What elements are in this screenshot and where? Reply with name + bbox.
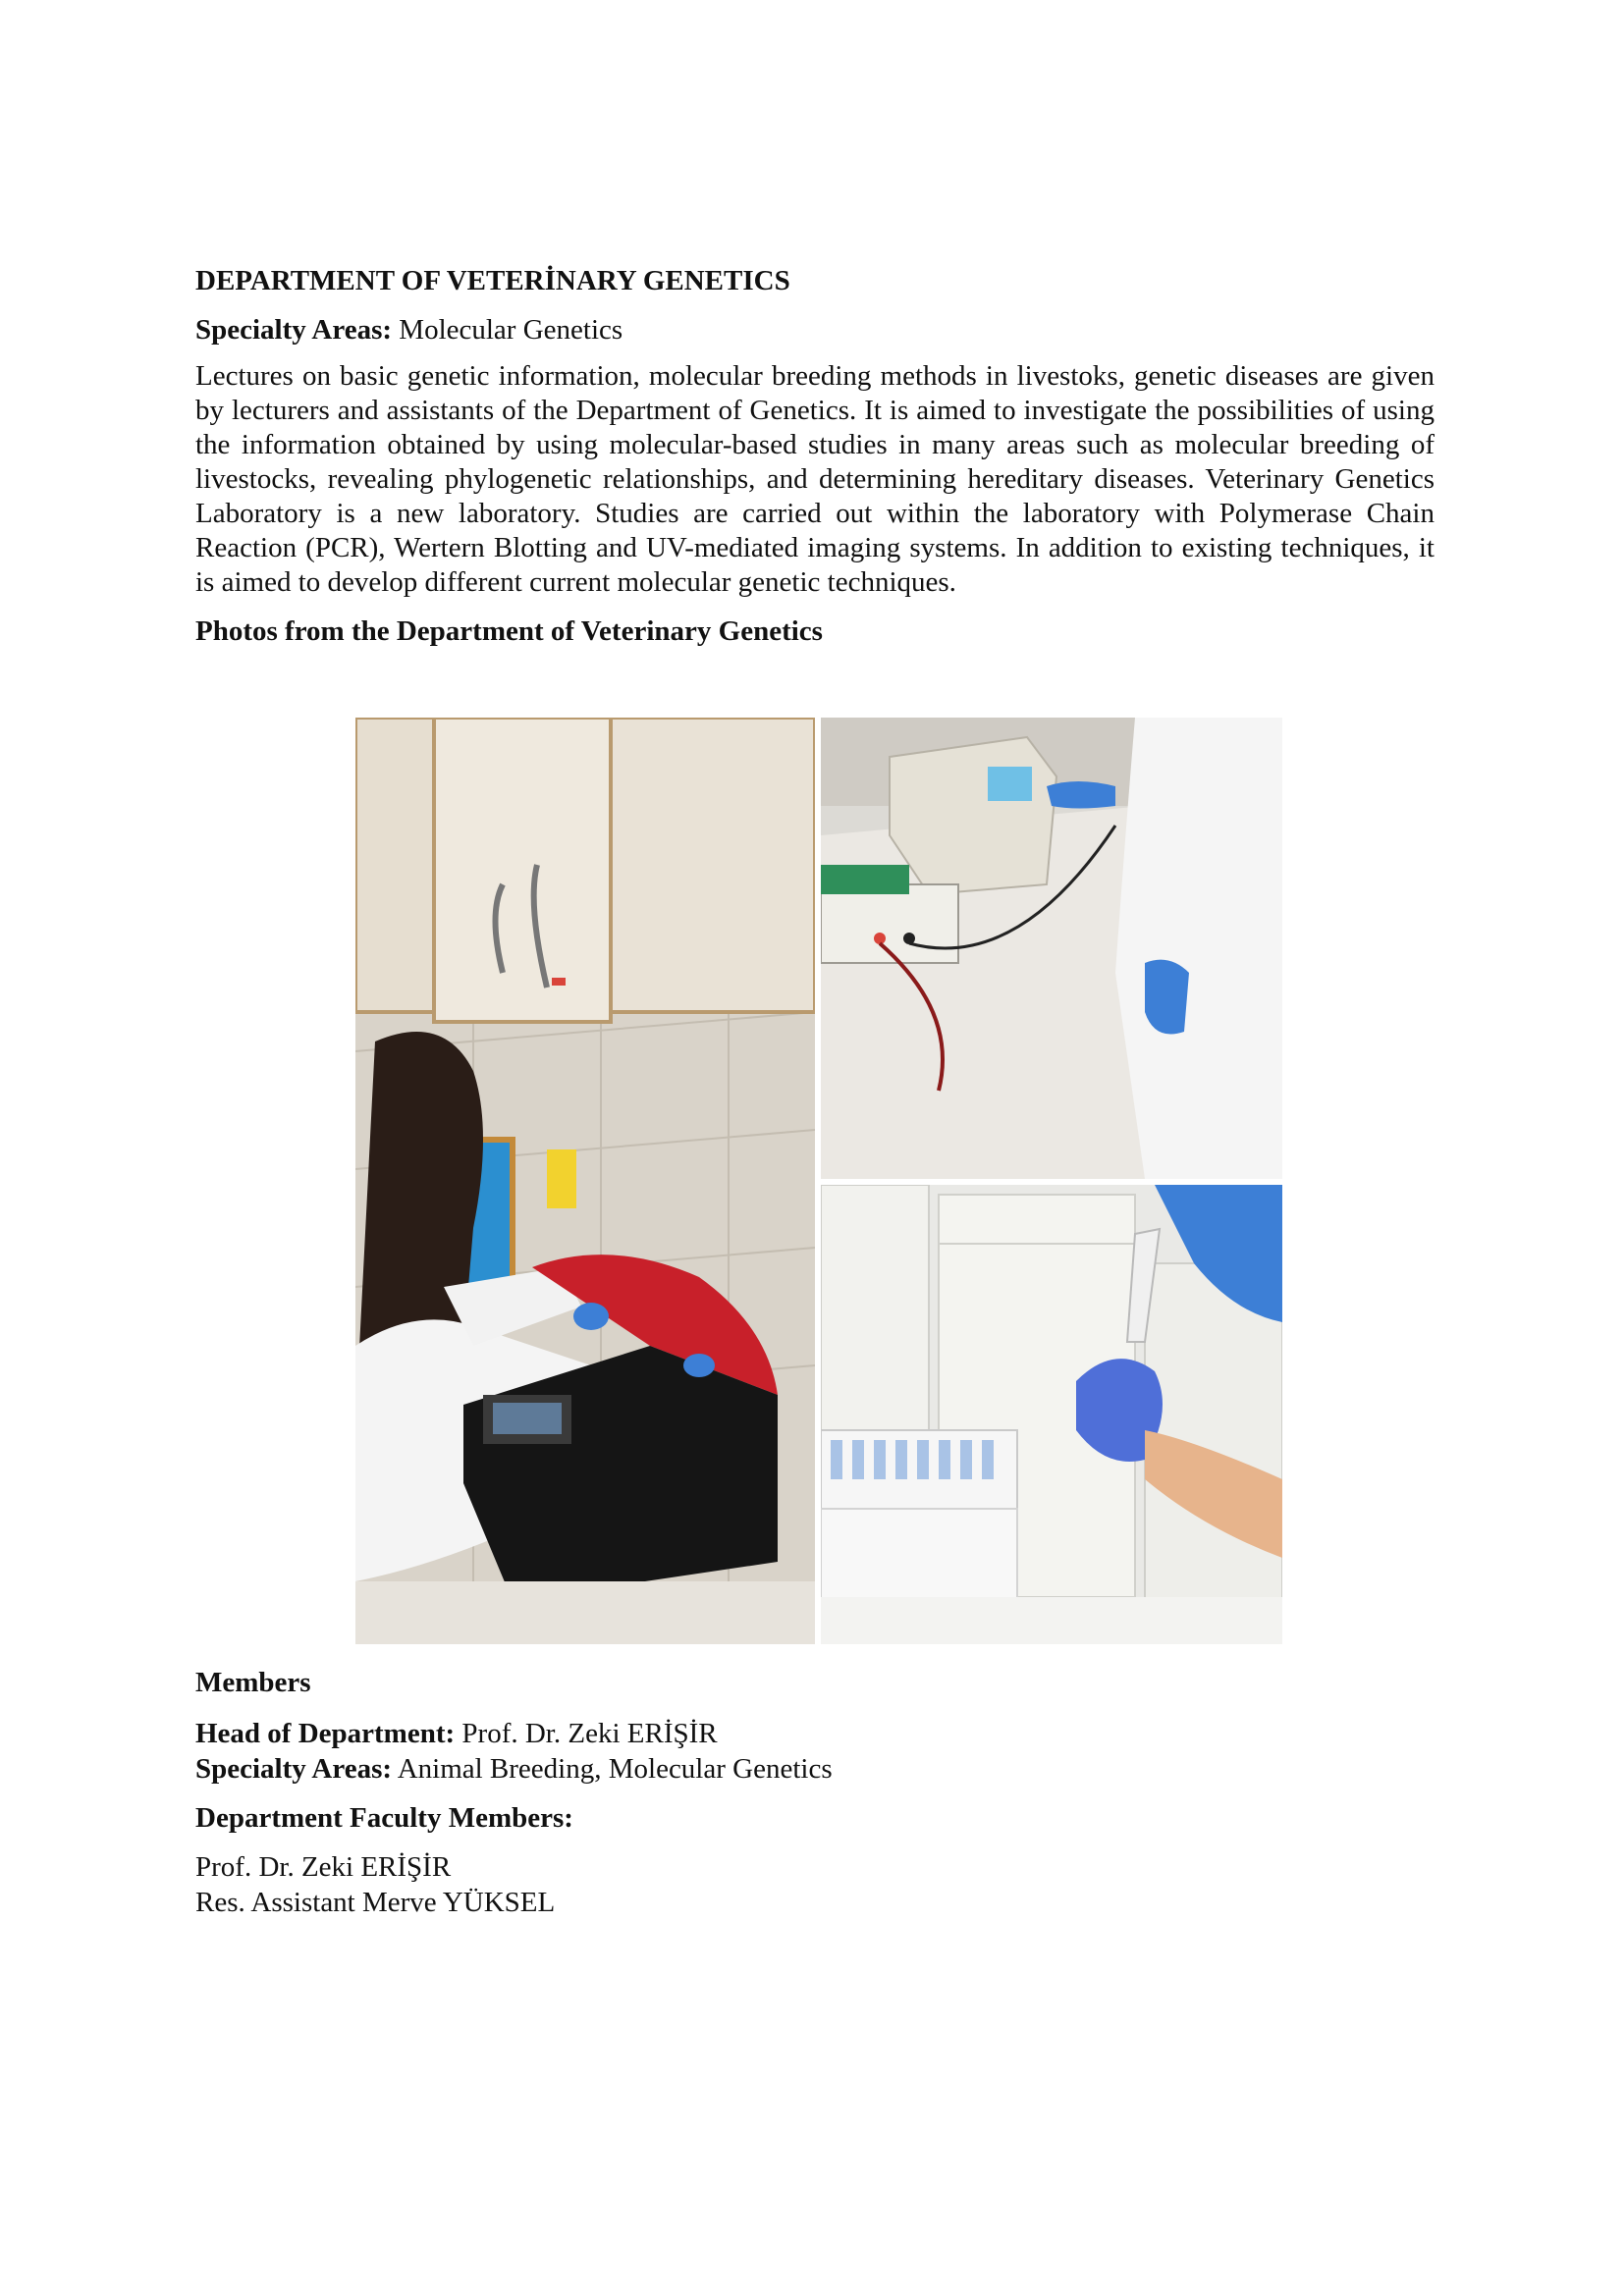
- faculty-member: Res. Assistant Merve YÜKSEL: [195, 1887, 556, 1918]
- page-title: DEPARTMENT OF VETERİNARY GENETICS: [195, 265, 790, 296]
- head-label: Head of Department:: [195, 1718, 456, 1749]
- head-value: Prof. Dr. Zeki ERİŞİR: [461, 1718, 718, 1749]
- photos-heading: Photos from the Department of Veterinary Genetics: [195, 615, 823, 647]
- head-specialty-label: Specialty Areas:: [195, 1753, 393, 1785]
- head-of-department: [195, 1716, 1435, 1751]
- photo-gel-imaging: [355, 718, 815, 1644]
- members-heading: Members: [195, 1667, 311, 1698]
- specialty-label: Specialty Areas:: [195, 314, 393, 346]
- specialty-areas: [195, 312, 1435, 347]
- specialty-value: Molecular Genetics: [399, 314, 623, 346]
- head-specialty-areas: [195, 1751, 1435, 1787]
- department-description: Lectures on basic genetic information, molecular breeding methods in livestoks, genetic diseases are given by lecturers and assistants of the Department of Genetics. It is aimed to investigate the possibilities of using the information obtained by using molecular-based studies in many areas such as molecular breeding of livestocks, revealing phylogenetic relationships, and determining hereditary diseases. Veterinary Genetics Laboratory is a new laboratory. Studies are carried out within the laboratory with Polymerase Chain Reaction (PCR), Wertern Blotting and UV-mediated imaging systems. In addition to existing techniques, it is aimed to develop different current molecular genetic techniques.: [195, 360, 1435, 598]
- members-section: [195, 1665, 1435, 1920]
- faculty-heading: Department Faculty Members:: [195, 1802, 573, 1834]
- photo-pcr-device: [821, 718, 1282, 1179]
- faculty-member: Prof. Dr. Zeki ERİŞİR: [195, 1851, 452, 1883]
- photo-pipetting: [821, 1185, 1282, 1644]
- photo-collage: [355, 718, 1282, 1644]
- document-body: [195, 263, 1435, 649]
- head-specialty-value: Animal Breeding, Molecular Genetics: [397, 1753, 833, 1785]
